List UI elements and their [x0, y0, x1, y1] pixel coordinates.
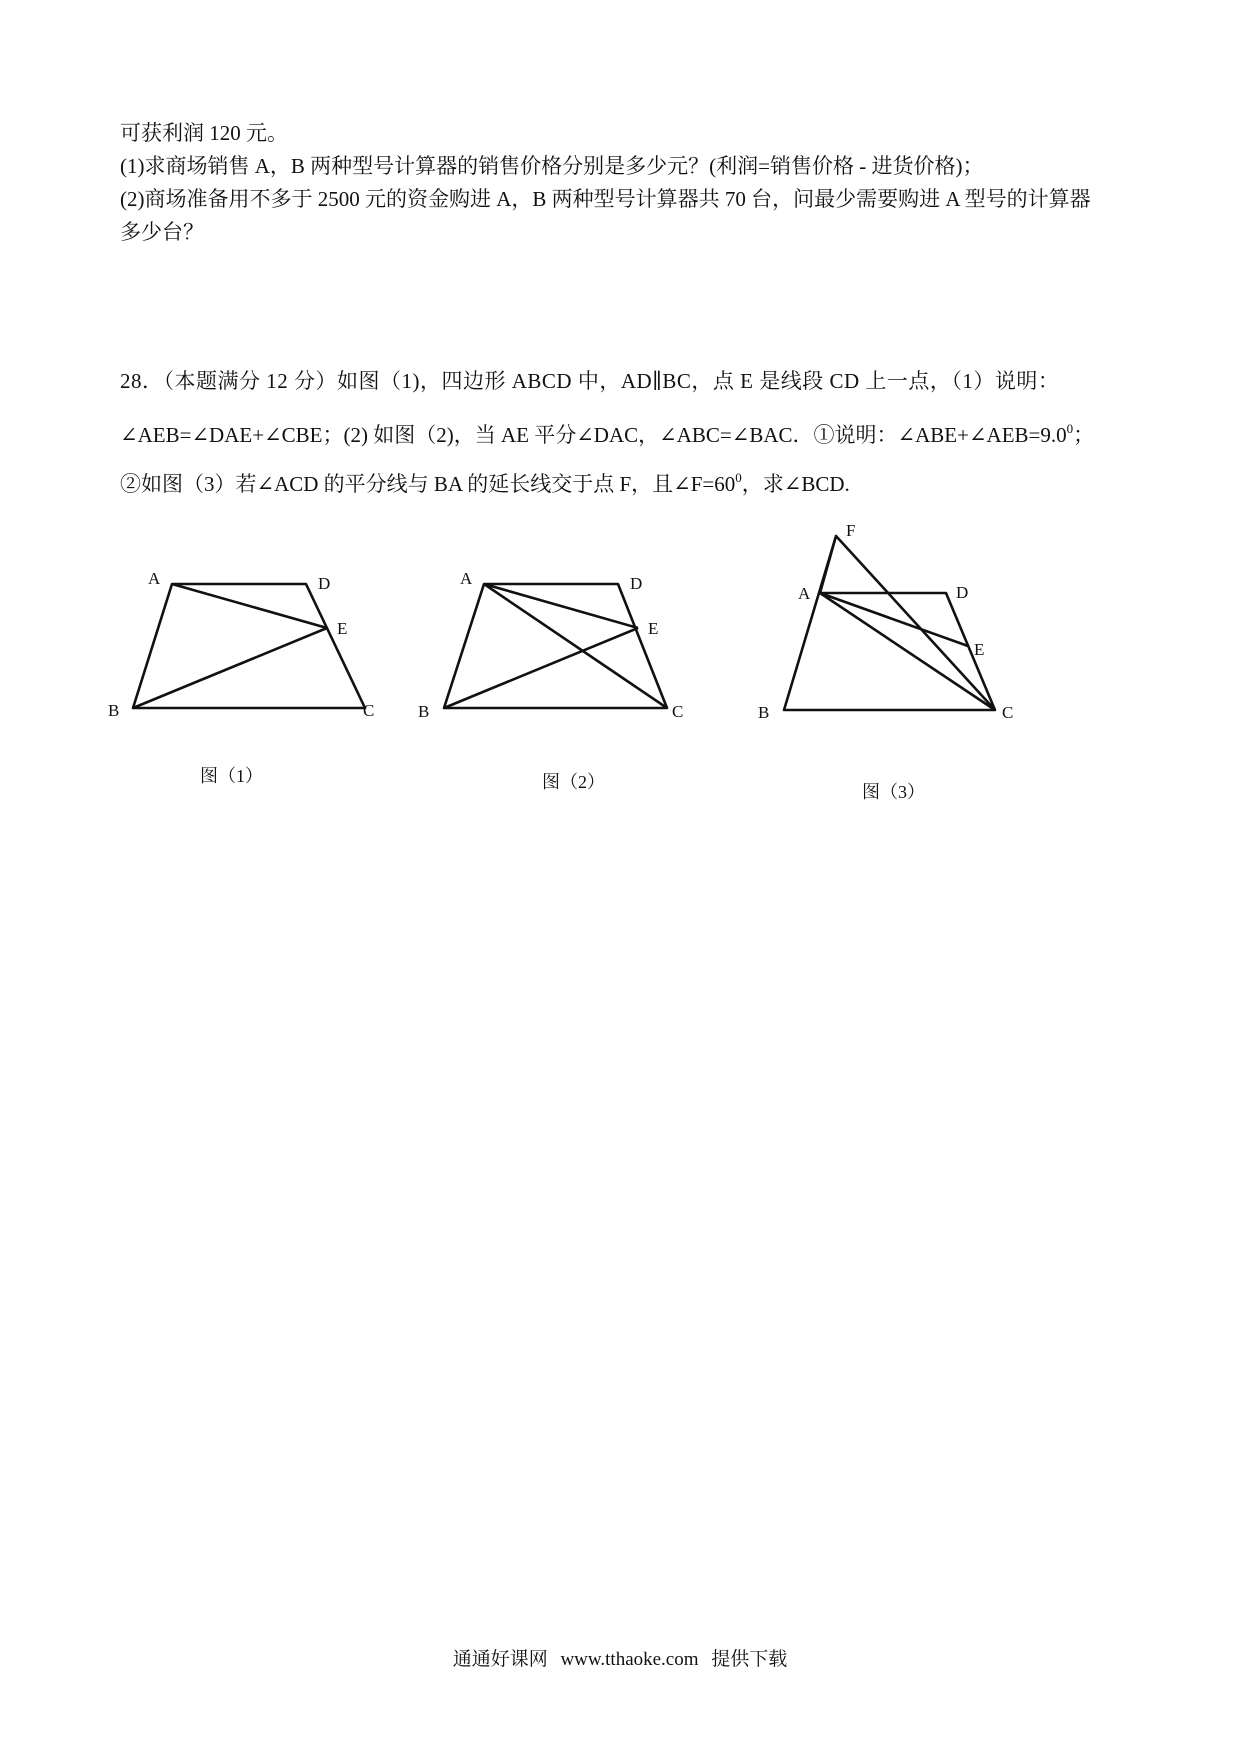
fig3-label-c: C	[1002, 703, 1014, 722]
fig2-label-d: D	[630, 574, 643, 593]
fig2-label-e: E	[648, 619, 659, 638]
q28-line-1	[120, 414, 1094, 450]
q27-line-1: (1)求商场销售 A，B 两种型号计算器的销售价格分别是多少元？(利润=销售价格 - 进货价格)；	[120, 154, 984, 178]
fig3-label-e: E	[974, 640, 985, 659]
fig2-segment-ac	[484, 584, 667, 708]
fig1-segment-be	[133, 628, 327, 708]
fig1-label-c: C	[363, 701, 375, 720]
figure-1-caption: 图（1）	[200, 766, 263, 786]
fig1-label-b: B	[108, 701, 120, 720]
fig3-label-d: D	[956, 583, 969, 602]
footer-site-name: 通通好课网	[452, 1649, 548, 1670]
footer-url-link[interactable]: www.tthaoke.com	[560, 1649, 699, 1670]
degree-superscript: 0	[735, 470, 742, 485]
fig3-label-a: A	[798, 584, 811, 603]
fig1-label-a: A	[148, 569, 161, 588]
figure-1-diagram	[100, 560, 390, 730]
figure-2-caption: 图（2）	[542, 772, 605, 792]
q28-line-1-text: ∠AEB=∠DAE+∠CBE；(2) 如图（2)，当 AE 平分∠DAC，∠ABC=∠BAC．①说明：∠ABE+∠AEB=9.0	[120, 423, 1067, 447]
fig2-label-c: C	[672, 702, 684, 721]
fig2-segment-ae	[484, 584, 638, 628]
fig1-trapezoid	[133, 584, 365, 708]
figure-3-diagram	[740, 520, 1020, 730]
fig3-label-b: B	[758, 703, 770, 722]
fig1-segment-ae	[172, 584, 327, 628]
fig2-trapezoid	[444, 584, 667, 708]
q28-line-2-text: ②如图（3）若∠ACD 的平分线与 BA 的延长线交于点 F，且∠F=60	[120, 472, 736, 496]
q28-line-1-end: ；	[1073, 423, 1095, 447]
figure-2-diagram	[410, 560, 700, 730]
figure-3-caption: 图（3）	[862, 782, 925, 802]
degree-superscript: 0	[1066, 421, 1074, 436]
fig3-label-f: F	[846, 521, 856, 540]
fig3-segment-fc	[836, 536, 995, 710]
q28-line-0: 28．（本题满分 12 分）如图（1)，四边形 ABCD 中，AD∥BC，点 E 是线段 CD 上一点，（1）说明：	[120, 369, 1060, 393]
q28-line-2	[120, 463, 850, 499]
page-footer	[0, 1644, 1240, 1671]
fig2-label-b: B	[418, 702, 430, 721]
fig1-label-d: D	[318, 574, 331, 593]
fig3-segment-ac	[820, 593, 995, 710]
q27-line-2: (2)商场准备用不多于 2500 元的资金购进 A，B 两种型号计算器共 70 台，问最少需要购进 A 型号的计算器	[120, 187, 1091, 211]
fig1-label-e: E	[337, 619, 348, 638]
fig2-label-a: A	[460, 569, 473, 588]
fig3-quadrilateral-with-extension	[784, 536, 995, 710]
footer-action: 提供下载	[711, 1649, 788, 1670]
q27-line-3: 多少台？	[120, 220, 204, 244]
q28-line-2-end: ，求∠BCD.	[741, 472, 850, 496]
q27-line-0: 可获利润 120 元。	[120, 121, 288, 145]
